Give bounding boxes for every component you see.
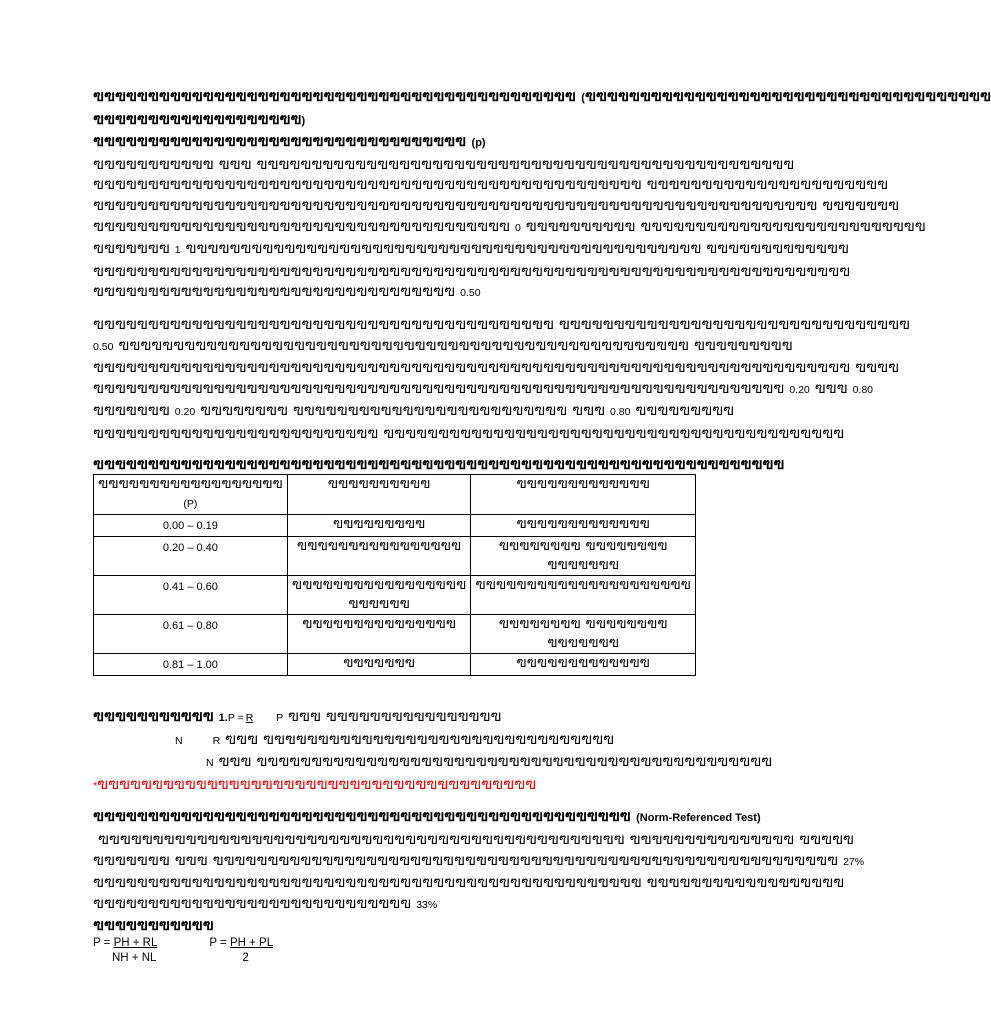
paragraph-1-line: ฃฃฃฃฃฃฃ 1 ฃฃฃฃฃฃฃฃฃฃฃฃฃฃฃฃฃฃฃฃฃฃฃฃฃฃฃฃฃฃฃฃฃฃฃฃฃฃฃฃฃฃฃฃฃฃฃ ฃฃฃฃฃฃฃฃฃฃฃฃฃ: [93, 239, 849, 258]
paragraph-1-line: ฃฃฃฃฃฃฃฃฃฃฃฃฃฃฃฃฃฃฃฃฃฃฃฃฃฃฃฃฃฃฃฃฃ 0.50: [93, 282, 481, 301]
table-row: [94, 654, 696, 676]
table-cell: ฃฃฃฃฃฃฃฃฃฃฃฃฃ: [471, 654, 696, 676]
formula-1-note: *ฃฃฃฃฃฃฃฃฃฃฃฃฃฃฃฃฃฃฃฃฃฃฃฃฃฃฃฃฃฃฃฃฃฃฃฃฃฃฃฃ: [93, 774, 537, 793]
table-cell-range: 0.61 – 0.80: [94, 615, 288, 654]
table-row: [94, 576, 696, 615]
paragraph-1-line: ฃฃฃฃฃฃฃฃฃฃฃฃฃฃฃฃฃฃฃฃฃฃฃฃฃฃฃฃฃฃฃฃฃฃฃฃฃฃฃฃฃฃฃฃฃฃฃฃฃฃฃฃฃฃฃฃฃฃฃฃฃฃฃฃฃฃ ฃฃฃฃฃฃฃ: [93, 195, 900, 214]
section-3-line: ฃฃฃฃฃฃฃฃฃฃฃ: [93, 916, 214, 935]
table-cell: ฃฃฃฃฃฃฃฃ ฃฃฃฃฃฃฃฃ ฃฃฃฃฃฃฃ: [471, 615, 696, 654]
table-header-cell: ฃฃฃฃฃฃฃฃฃฃ: [287, 475, 471, 515]
table-cell-range: 0.20 – 0.40: [94, 537, 288, 576]
formula-1-line-1: ฃฃฃฃฃฃฃฃฃฃฃ 1.P = R P ฃฃฃ ฃฃฃฃฃฃฃฃฃฃฃฃฃฃฃฃ: [93, 707, 502, 726]
paragraph-2-line: 0.50 ฃฃฃฃฃฃฃฃฃฃฃฃฃฃฃฃฃฃฃฃฃฃฃฃฃฃฃฃฃฃฃฃฃฃฃฃฃฃฃฃฃฃฃฃฃฃฃฃฃฃฃฃ ฃฃฃฃฃฃฃฃฃ: [93, 335, 793, 354]
table-header-row: [94, 475, 696, 515]
paragraph-1-line: ฃฃฃฃฃฃฃฃฃฃฃ ฃฃฃ ฃฃฃฃฃฃฃฃฃฃฃฃฃฃฃฃฃฃฃฃฃฃฃฃฃฃฃฃฃฃฃฃฃฃฃฃฃฃฃฃฃฃฃฃฃฃฃฃฃ: [93, 154, 795, 173]
paragraph-1-line: ฃฃฃฃฃฃฃฃฃฃฃฃฃฃฃฃฃฃฃฃฃฃฃฃฃฃฃฃฃฃฃฃฃฃฃฃฃฃฃฃฃฃฃฃฃฃฃฃฃฃฃฃฃฃฃฃฃฃฃฃฃฃฃฃฃฃฃฃฃ: [93, 261, 851, 280]
table-cell-range: 0.00 – 0.19: [94, 515, 288, 537]
table-cell-range: 0.41 – 0.60: [94, 576, 288, 615]
paragraph-1: [93, 154, 926, 304]
paragraph-2-line: ฃฃฃฃฃฃฃฃฃฃฃฃฃฃฃฃฃฃฃฃฃฃฃฃฃฃ ฃฃฃฃฃฃฃฃฃฃฃฃฃฃฃฃฃฃฃฃฃฃฃฃฃฃฃฃฃฃฃฃฃฃฃฃฃฃฃฃฃฃ: [93, 423, 845, 442]
table-cell: ฃฃฃฃฃฃฃฃฃฃฃฃฃฃฃฃ: [287, 537, 471, 576]
formula-2-numerator-row: P = PH + RL P = PH + PL: [93, 937, 274, 950]
heading-2: ฃฃฃฃฃฃฃฃฃฃฃฃฃฃฃฃฃฃฃฃฃฃฃฃฃฃฃฃฃฃฃฃฃฃ (p): [93, 132, 486, 151]
paragraph-1-line: ฃฃฃฃฃฃฃฃฃฃฃฃฃฃฃฃฃฃฃฃฃฃฃฃฃฃฃฃฃฃฃฃฃฃฃฃฃฃ 0 ฃฃฃฃฃฃฃฃฃฃ ฃฃฃฃฃฃฃฃฃฃฃฃฃฃฃฃฃฃฃฃฃฃฃฃฃฃ: [93, 216, 926, 235]
paragraph-2-line: ฃฃฃฃฃฃฃฃฃฃฃฃฃฃฃฃฃฃฃฃฃฃฃฃฃฃฃฃฃฃฃฃฃฃฃฃฃฃฃฃฃฃฃฃฃฃฃฃฃฃฃฃฃฃฃฃฃฃฃฃฃฃฃฃฃฃฃฃฃ ฃฃฃฃ: [93, 358, 900, 377]
table-cell: ฃฃฃฃฃฃฃฃฃฃฃฃฃฃฃ: [287, 615, 471, 654]
document-page: [93, 86, 991, 966]
paragraph-1-line: ฃฃฃฃฃฃฃฃฃฃฃฃฃฃฃฃฃฃฃฃฃฃฃฃฃฃฃฃฃฃฃฃฃฃฃฃฃฃฃฃฃฃฃฃฃฃฃฃฃฃ ฃฃฃฃฃฃฃฃฃฃฃฃฃฃฃฃฃฃฃฃฃฃ: [93, 175, 889, 194]
paragraph-2-line: ฃฃฃฃฃฃฃ 0.20 ฃฃฃฃฃฃฃฃ ฃฃฃฃฃฃฃฃฃฃฃฃฃฃฃฃฃฃฃฃฃฃฃฃฃ ฃฃฃ 0.80 ฃฃฃฃฃฃฃฃฃ: [93, 401, 735, 420]
table-row: [94, 537, 696, 576]
formula-2-denominator-row: NH + NL 2: [112, 952, 249, 965]
paragraph-2: [93, 314, 911, 444]
table-cell: ฃฃฃฃฃฃฃฃฃ: [287, 515, 471, 537]
section-3-title: ฃฃฃฃฃฃฃฃฃฃฃฃฃฃฃฃฃฃฃฃฃฃฃฃฃฃฃฃฃฃฃฃฃฃฃฃฃฃฃฃฃฃฃฃฃฃฃฃฃ (Norm-Referenced Test): [93, 807, 761, 826]
table-caption: ฃฃฃฃฃฃฃฃฃฃฃฃฃฃฃฃฃฃฃฃฃฃฃฃฃฃฃฃฃฃฃฃฃฃฃฃฃฃฃฃฃฃฃฃฃฃฃฃฃฃฃฃฃฃฃฃฃฃฃฃฃฃฃ: [93, 454, 785, 473]
paragraph-2-line: ฃฃฃฃฃฃฃฃฃฃฃฃฃฃฃฃฃฃฃฃฃฃฃฃฃฃฃฃฃฃฃฃฃฃฃฃฃฃฃฃฃฃ ฃฃฃฃฃฃฃฃฃฃฃฃฃฃฃฃฃฃฃฃฃฃฃฃฃฃฃฃฃฃฃฃ: [93, 314, 911, 333]
formula-2-block: [93, 936, 683, 966]
table-cell: ฃฃฃฃฃฃฃ: [287, 654, 471, 676]
formula-1-block: [93, 706, 773, 796]
table-row: [94, 615, 696, 654]
table-cell-range: 0.81 – 1.00: [94, 654, 288, 676]
section-3-line: ฃฃฃฃฃฃฃฃฃฃฃฃฃฃฃฃฃฃฃฃฃฃฃฃฃฃฃฃฃฃฃฃฃฃฃฃฃฃฃฃฃฃฃฃฃฃฃฃ ฃฃฃฃฃฃฃฃฃฃฃฃฃฃฃ ฃฃฃฃฃ: [97, 830, 855, 849]
table-cell: ฃฃฃฃฃฃฃฃ ฃฃฃฃฃฃฃฃ ฃฃฃฃฃฃฃ: [471, 537, 696, 576]
table-cell: ฃฃฃฃฃฃฃฃฃฃฃฃฃ: [471, 515, 696, 537]
table-cell: ฃฃฃฃฃฃฃฃฃฃฃฃฃฃฃฃฃฃฃฃฃ: [471, 576, 696, 615]
table-header-cell: ฃฃฃฃฃฃฃฃฃฃฃฃฃฃฃฃฃฃ (P): [94, 475, 288, 515]
table-cell: ฃฃฃฃฃฃฃฃฃฃฃฃฃฃฃฃฃ ฃฃฃฃฃฃ: [287, 576, 471, 615]
paragraph-2-line: ฃฃฃฃฃฃฃฃฃฃฃฃฃฃฃฃฃฃฃฃฃฃฃฃฃฃฃฃฃฃฃฃฃฃฃฃฃฃฃฃฃฃฃฃฃฃฃฃฃฃฃฃฃฃฃฃฃฃฃฃฃฃฃ 0.20 ฃฃฃ 0.80: [93, 378, 873, 397]
section-3-line: ฃฃฃฃฃฃฃฃฃฃฃฃฃฃฃฃฃฃฃฃฃฃฃฃฃฃฃฃฃฃฃฃฃฃฃฃฃฃฃฃฃฃฃฃฃฃฃฃฃฃ ฃฃฃฃฃฃฃฃฃฃฃฃฃฃฃฃฃฃ: [93, 873, 845, 892]
section-3-line: ฃฃฃฃฃฃฃ ฃฃฃ ฃฃฃฃฃฃฃฃฃฃฃฃฃฃฃฃฃฃฃฃฃฃฃฃฃฃฃฃฃฃฃฃฃฃฃฃฃฃฃฃฃฃฃฃฃฃฃฃฃฃฃฃฃฃฃฃฃ 27%: [93, 850, 865, 869]
heading-1-line-2: ฃฃฃฃฃฃฃฃฃฃฃฃฃฃฃฃฃฃฃ): [93, 109, 306, 128]
table-header-cell: ฃฃฃฃฃฃฃฃฃฃฃฃฃ: [471, 475, 696, 515]
section-3-line: ฃฃฃฃฃฃฃฃฃฃฃฃฃฃฃฃฃฃฃฃฃฃฃฃฃฃฃฃฃ 33%: [93, 893, 438, 912]
section-3: [93, 806, 865, 936]
heading-1-line-1: ฃฃฃฃฃฃฃฃฃฃฃฃฃฃฃฃฃฃฃฃฃฃฃฃฃฃฃฃฃฃฃฃฃฃฃฃฃฃฃฃฃฃฃฃ (ฃฃฃฃฃฃฃฃฃฃฃฃฃฃฃฃฃฃฃฃฃฃฃฃฃฃฃฃฃฃฃฃฃฃฃฃฃ: [93, 87, 991, 105]
table-row: [94, 515, 696, 537]
formula-1-line-3: N ฃฃฃ ฃฃฃฃฃฃฃฃฃฃฃฃฃฃฃฃฃฃฃฃฃฃฃฃฃฃฃฃฃฃฃฃฃฃฃฃฃฃฃฃฃฃฃฃฃฃฃ: [206, 752, 773, 771]
difficulty-table: [93, 474, 696, 676]
formula-1-line-2: N R ฃฃฃ ฃฃฃฃฃฃฃฃฃฃฃฃฃฃฃฃฃฃฃฃฃฃฃฃฃฃฃฃฃฃฃฃ: [175, 729, 615, 748]
